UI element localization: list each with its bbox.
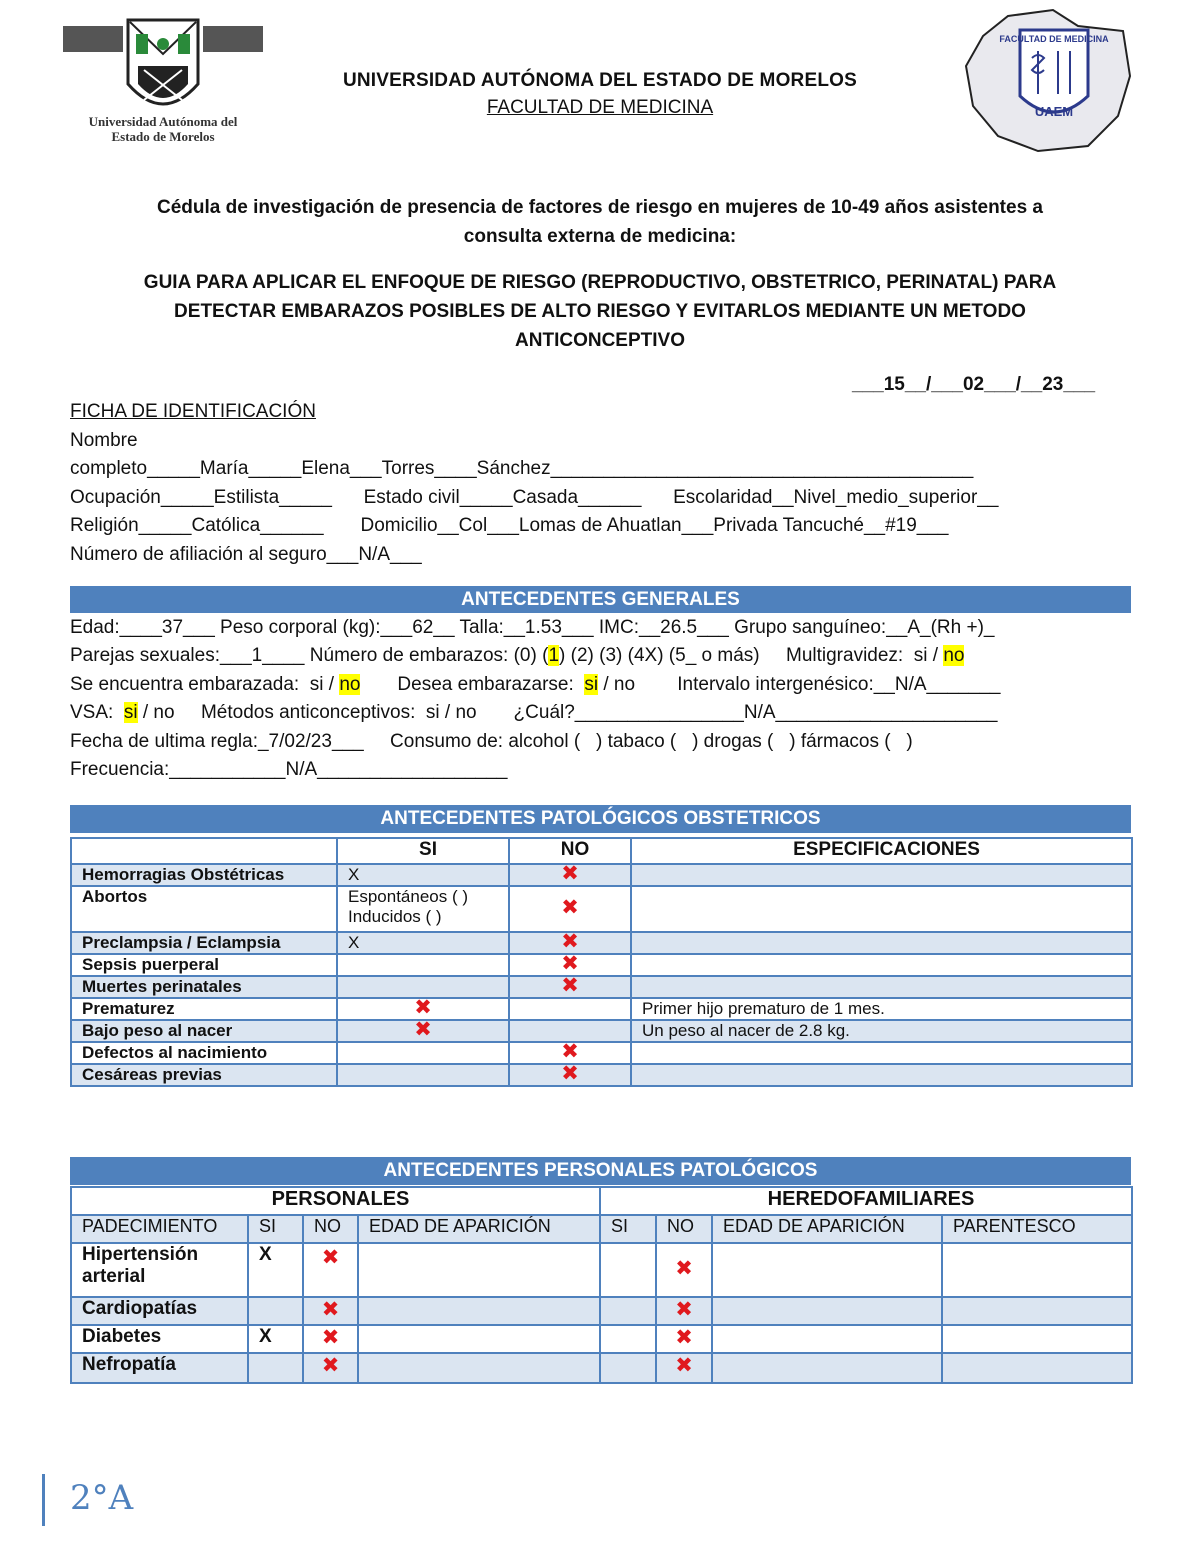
cell-si: X xyxy=(248,1325,303,1353)
cell-spec: Un peso al nacer de 2.8 kg. xyxy=(631,1020,1132,1042)
cell-si: X xyxy=(337,864,509,886)
x-mark-icon: ✖ xyxy=(675,1354,693,1377)
x-mark-icon: ✖ xyxy=(561,932,579,953)
table-row xyxy=(71,1325,1132,1353)
row-label: Abortos xyxy=(71,886,337,932)
table-row xyxy=(71,1042,1132,1064)
cell-spec xyxy=(631,864,1132,886)
table-row xyxy=(71,1297,1132,1325)
cell-spec xyxy=(631,976,1132,998)
ficha-heading: FICHA DE IDENTIFICACIÓN xyxy=(70,401,316,422)
table-row xyxy=(71,976,1132,998)
highlight-multigravidez: no xyxy=(943,645,965,667)
table-row xyxy=(71,1353,1132,1383)
x-mark-icon: ✖ xyxy=(561,864,579,885)
religion-line: Religión_____Católica______ Domicilio__Col___Lomas de Ahuatlan___Privada Tancuché__#19___ xyxy=(70,515,949,537)
row-label: Defectos al nacimiento xyxy=(71,1042,337,1064)
guia-title-line-1: GUIA PARA APLICAR EL ENFOQUE DE RIESGO (REPRODUCTIVO, OBSTETRICO, PERINATAL) PARA xyxy=(143,272,1057,293)
x-mark-icon: ✖ xyxy=(561,954,579,975)
footer-group-label: 2°A xyxy=(70,1478,134,1518)
highlight-vsa: si xyxy=(123,702,138,724)
cedula-title-line-1: Cédula de investigación de presencia de factores de riesgo en mujeres de 10-49 años asistentes a xyxy=(157,197,1043,218)
generales-line-6: Frecuencia:___________N/A__________________ xyxy=(70,759,508,781)
col-parentesco: PARENTESCO xyxy=(942,1215,1132,1243)
footer-accent-bar xyxy=(42,1474,45,1526)
x-mark-icon: ✖ xyxy=(321,1246,340,1269)
obst-header-spec: ESPECIFICACIONES xyxy=(631,838,1132,864)
generales-line-1: Edad:____37___ Peso corporal (kg):___62__ Talla:__1.53___ IMC:__26.5___ Grupo sanguíneo:__A_(Rh +)_ xyxy=(70,617,995,638)
col-edad: EDAD DE APARICIÓN xyxy=(358,1215,600,1243)
table-row xyxy=(71,1064,1132,1086)
x-mark-icon: ✖ xyxy=(675,1257,693,1280)
cell-spec xyxy=(631,954,1132,976)
cedula-title xyxy=(80,193,1120,251)
cell-si xyxy=(337,1042,509,1064)
row-label: Hipertensión arterial xyxy=(71,1243,248,1297)
cell-si: X xyxy=(337,932,509,954)
obst-header-si: SI xyxy=(337,838,509,864)
cell-si: Espontáneos ( ) Inducidos ( ) xyxy=(337,886,509,932)
generales-line-5: Fecha de ultima regla:_7/02/23___ Consumo de: alcohol ( ) tabaco ( ) drogas ( ) fármacos ( ) xyxy=(70,730,913,752)
obst-header-empty xyxy=(71,838,337,864)
table-row xyxy=(71,954,1132,976)
generales-line-2: Parejas sexuales:___1____ Número de embarazos: (0) (1) (2) (3) (4X) (5_ o más) Multigravidez: si / no xyxy=(70,645,965,667)
nombre-completo-line: completo_____María_____Elena___Torres____Sánchez________________________________________ xyxy=(70,458,974,480)
col-no-heredo: NO xyxy=(656,1215,712,1243)
row-label: Diabetes xyxy=(71,1325,248,1353)
group-heredofamiliares: HEREDOFAMILIARES xyxy=(600,1187,1132,1215)
highlight-embarazada: no xyxy=(339,673,361,695)
cell-si xyxy=(337,1064,509,1086)
obst-header-no: NO xyxy=(509,838,631,864)
svg-text:UAEM: UAEM xyxy=(1034,104,1074,119)
generales-band: ANTECEDENTES GENERALES xyxy=(70,586,1131,613)
col-si-heredo: SI xyxy=(600,1215,656,1243)
cell-spec xyxy=(631,1064,1132,1086)
personales-header-row xyxy=(71,1215,1132,1243)
cell-spec xyxy=(631,932,1132,954)
col-padecimiento: PADECIMIENTO xyxy=(71,1215,248,1243)
svg-text:Universidad Autónoma del: Universidad Autónoma del xyxy=(88,114,238,129)
x-mark-icon: ✖ xyxy=(675,1298,693,1321)
cell-si xyxy=(337,976,509,998)
svg-text:FACULTAD DE MEDICINA: FACULTAD DE MEDICINA xyxy=(999,34,1109,44)
personales-band: ANTECEDENTES PERSONALES PATOLÓGICOS xyxy=(70,1157,1131,1185)
faculty-name: FACULTAD DE MEDICINA xyxy=(486,97,714,118)
ocupacion-line: Ocupación_____Estilista_____ Estado civil_____Casada______ Escolaridad__Nivel_medio_superior__ xyxy=(70,486,999,508)
date-field: ___15__/___02___/__23___ xyxy=(852,374,1096,395)
x-mark-icon: ✖ xyxy=(561,976,579,997)
cell-spec xyxy=(631,1042,1132,1064)
x-mark-icon: ✖ xyxy=(321,1298,340,1321)
obstetricos-band: ANTECEDENTES PATOLÓGICOS OBSTETRICOS xyxy=(70,805,1131,833)
cell-spec xyxy=(631,886,1132,932)
obstetricos-header-row xyxy=(71,838,1132,864)
row-label: Bajo peso al nacer xyxy=(71,1020,337,1042)
col-edad-heredo: EDAD DE APARICIÓN xyxy=(712,1215,942,1243)
generales-line-3: Se encuentra embarazada: si / no Desea embarazarse: si / no Intervalo intergenésico:__N/A_______ xyxy=(70,673,1001,695)
university-name: UNIVERSIDAD AUTÓNOMA DEL ESTADO DE MORELOS xyxy=(342,70,858,91)
antecedentes-generales xyxy=(70,614,1140,784)
cedula-title-line-2: consulta externa de medicina: xyxy=(463,226,737,247)
generales-line-4: VSA: si / no Métodos anticonceptivos: si / no ¿Cuál?________________N/A_____________________ xyxy=(70,702,998,724)
x-mark-icon: ✖ xyxy=(675,1326,693,1349)
cell-no xyxy=(509,998,631,1020)
table-row xyxy=(71,932,1132,954)
group-personales: PERSONALES xyxy=(71,1187,600,1215)
row-label: Prematurez xyxy=(71,998,337,1020)
cell-no xyxy=(509,1020,631,1042)
cell-si xyxy=(248,1297,303,1325)
x-mark-icon: ✖ xyxy=(414,998,432,1019)
guia-title-line-2: DETECTAR EMBARAZOS POSIBLES DE ALTO RIESGO Y EVITARLOS MEDIANTE UN METODO xyxy=(174,301,1026,322)
col-no: NO xyxy=(303,1215,358,1243)
afiliacion-line: Número de afiliación al seguro___N/A___ xyxy=(70,543,422,565)
x-mark-icon: ✖ xyxy=(561,896,579,919)
row-label: Nefropatía xyxy=(71,1353,248,1383)
table-row xyxy=(71,1020,1132,1042)
cell-si xyxy=(337,954,509,976)
row-label: Preclampsia / Eclampsia xyxy=(71,932,337,954)
row-label: Cardiopatías xyxy=(71,1297,248,1325)
row-label: Hemorragias Obstétricas xyxy=(71,864,337,886)
row-label: Muertes perinatales xyxy=(71,976,337,998)
table-row xyxy=(71,864,1132,886)
table-row xyxy=(71,998,1132,1020)
x-mark-icon: ✖ xyxy=(414,1020,432,1041)
x-mark-icon: ✖ xyxy=(561,1064,579,1085)
highlight-desea: si xyxy=(584,673,599,695)
guia-title-line-3: ANTICONCEPTIVO xyxy=(515,330,685,351)
personales-group-row xyxy=(71,1187,1132,1215)
svg-text:Estado de Morelos: Estado de Morelos xyxy=(111,129,215,144)
x-mark-icon: ✖ xyxy=(561,1042,579,1063)
highlight-embarazos: 1 xyxy=(548,645,560,667)
nombre-label: Nombre xyxy=(70,429,138,451)
cell-si: X xyxy=(248,1243,303,1297)
ficha-identificacion xyxy=(70,398,1140,570)
table-row xyxy=(71,1243,1132,1297)
cell-si xyxy=(248,1353,303,1383)
obstetricos-table xyxy=(70,837,1133,1087)
x-mark-icon: ✖ xyxy=(321,1326,340,1349)
cell-spec: Primer hijo prematuro de 1 mes. xyxy=(631,998,1132,1020)
personales-table xyxy=(70,1186,1133,1384)
table-row xyxy=(71,886,1132,932)
col-si: SI xyxy=(248,1215,303,1243)
x-mark-icon: ✖ xyxy=(321,1354,340,1377)
row-label: Sepsis puerperal xyxy=(71,954,337,976)
row-label: Cesáreas previas xyxy=(71,1064,337,1086)
guia-title xyxy=(60,268,1140,355)
